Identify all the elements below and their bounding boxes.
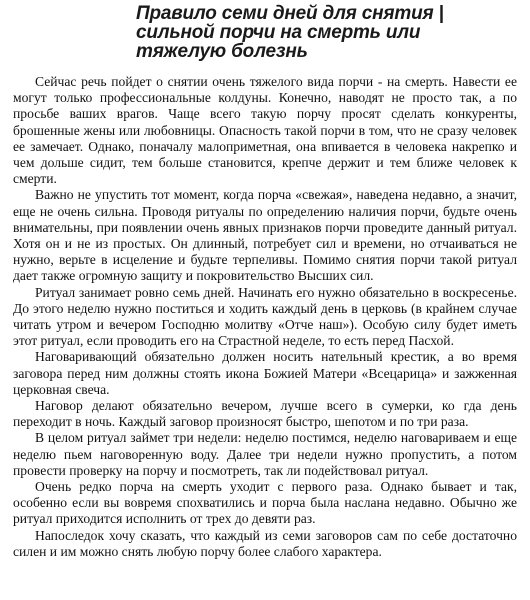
paragraph-intro: Сейчас речь пойдет о снятии очень тяжелого вида порчи - на смерть. Навести ее могут только профессиональные колдуны. Конечно, наводят не просто так, а по просьбе ваших врагов. Чаще всего такую порчу просят сделать конкуренты, брошенные жены или любовницы. Опасность такой порчи в том, что не сразу человек ее замечает. Однако, поначалу малоприметная, она впивается в человека накрепко и чем дольше сидит, тем больше становится, крепче держит и тем ближе человек к смерти. bbox=[13, 74, 517, 187]
document-body bbox=[13, 74, 517, 560]
paragraph-conclusion: Напоследок хочу сказать, что каждый из семи заговоров сам по себе достаточно силен и им можно снять любую порчу более слабого характера. bbox=[13, 527, 517, 559]
paragraph-three-weeks: В целом ритуал займет три недели: неделю постимся, неделю наговариваем и еще неделю пьем наговоренную воду. Далее три недели нужно пропустить, а потом провести проверку на порчу и посмотреть, так ли подействовал ритуал. bbox=[13, 430, 517, 478]
document-title bbox=[136, 4, 517, 61]
title-line-1: Правило семи дней для снятия | bbox=[136, 3, 444, 24]
title-line-2: сильной порчи на смерть или bbox=[136, 22, 421, 43]
paragraph-duration: Ритуал занимает ровно семь дней. Начинать его нужно обязательно в воскресенье. До этого неделю нужно поститься и ходить каждый день в церковь (в крайнем случае читать утром и вечером Господню молитву «Отче наш»). Особую силу будет иметь этот ритуал, если проводить его на Страстной неделе, то есть перед Пасхой. bbox=[13, 284, 517, 349]
paragraph-evening: Наговор делают обязательно вечером, лучше всего в сумерки, ко гда день переходит в ночь. Каждый заговор произносят быстро, шепотом и по три раза. bbox=[13, 398, 517, 430]
paragraph-timing: Важно не упустить тот момент, когда порча «свежая», наведена недавно, а значит, еще не очень сильна. Проводя ритуалы по определению наличия порчи, будьте очень внимательны, при появлении очень явных признаков порчи проведите данный ритуал. Хотя он и не из простых. Он длинный, потребует сил и времени, но отчаиваться не нужно, верьте в исцеление и будьте терпеливы. Помимо снятия порчи такой ритуал дает также огромную защиту и покровительство Высших сил. bbox=[13, 187, 517, 284]
title-line-3: тяжелую болезнь bbox=[136, 41, 308, 62]
paragraph-cross-icon: Наговаривающий обязательно должен носить нательный крестик, а во время заговора перед ним должны стоять икона Божией Матери «Всецарица» и зажженная церковная свеча. bbox=[13, 349, 517, 397]
paragraph-repeat: Очень редко порча на смерть уходит с первого раза. Однако бывает и так, особенно если вы вовремя спохватились и порча была наслана недавно. Обычно же ритуал приходится исполнить от трех до девяти раз. bbox=[13, 479, 517, 527]
